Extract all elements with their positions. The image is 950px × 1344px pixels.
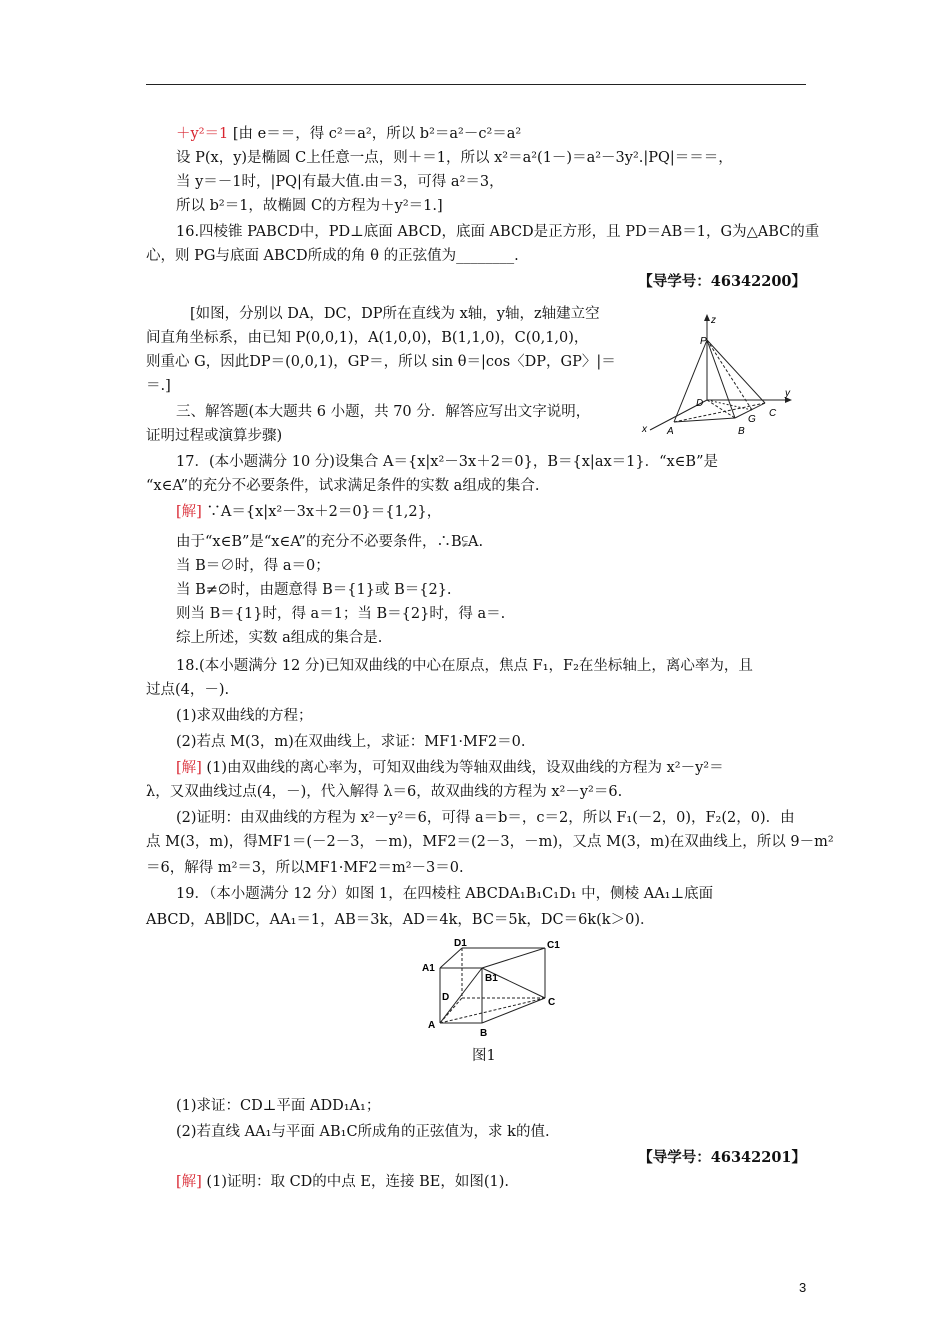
text-segment: “x∈A”的充分不必要条件，试求满足条件的实数 a组成的集合.	[146, 478, 540, 494]
text-segment: 则重心 G，因此DP＝(0,0,1)，GP＝，所以 sin θ＝|cos〈DP，GP〉|＝	[146, 354, 616, 370]
label-a: A	[428, 1020, 436, 1031]
answer-marker: [解]	[176, 760, 202, 776]
text-segment: 证明过程或演算步骤)	[146, 428, 283, 444]
text-line	[146, 832, 834, 852]
page-number: 3	[799, 1280, 807, 1295]
text-segment: ＝.]	[146, 378, 171, 394]
text-line	[176, 556, 330, 576]
label-g: G	[748, 414, 756, 425]
text-segment: 19．（本小题满分 12 分）如图 1，在四棱柱 ABCDA₁B₁C₁D₁ 中，侧棱 AA₁⊥底面	[176, 886, 714, 902]
text-segment: (2)若直线 AA₁与平面 AB₁C所成角的正弦值为，求 k的值.	[176, 1124, 550, 1140]
text-line	[176, 732, 526, 752]
text-line	[146, 476, 539, 496]
text-line	[176, 222, 819, 242]
text-segment: 当 B＝∅时，得 a＝0；	[176, 558, 330, 574]
text-segment: 过点(4，－).	[146, 682, 230, 698]
text-line	[176, 1122, 550, 1142]
label-a: A	[667, 426, 674, 437]
text-line	[176, 452, 718, 472]
text-line	[176, 758, 724, 778]
text-segment: ABCD，AB∥DC，AA₁＝1，AB＝3k，AD＝4k，BC＝5k，DC＝6k(k＞0)．	[146, 912, 655, 928]
text-line	[638, 1148, 806, 1168]
text-segment: [如图，分别以 DA，DC，DP所在直线为 x轴，y轴，z轴建立空	[190, 306, 600, 322]
text-line	[176, 148, 733, 168]
answer-marker: [解]	[176, 504, 202, 520]
label-d: D	[442, 992, 450, 1003]
label-d1: D1	[454, 938, 467, 949]
text-line	[146, 782, 622, 802]
text-segment: ＝6，解得 m²＝3，所以MF1·MF2＝m²－3＝0.	[146, 860, 464, 876]
text-line	[176, 628, 382, 648]
text-segment: 【导学号：46342201】	[638, 1149, 806, 1166]
text-line	[176, 402, 590, 422]
answer-marker: [解]	[176, 1174, 202, 1190]
text-segment: ∵A＝{x|x²－3x＋2＝0}＝{1,2}，	[201, 504, 442, 520]
text-segment: 间直角坐标系，由已知 P(0,0,1)，A(1,0,0)，B(1,1,0)，C(0,1,0)，	[146, 330, 589, 346]
text-segment: 则当 B＝{1}时，得 a＝1；当 B＝{2}时，得 a＝.	[176, 606, 506, 622]
label-c1: C1	[547, 940, 560, 951]
text-segment: (1)由双曲线的离心率为，可知双曲线为等轴双曲线，设双曲线的方程为 x²－y²＝	[201, 760, 724, 776]
label-b1: B1	[485, 973, 498, 984]
text-line	[176, 196, 443, 216]
answer-marker: ＋y²＝1	[176, 126, 229, 142]
text-line	[176, 124, 521, 144]
text-segment: [由 e＝＝，得 c²＝a²，所以 b²＝a²－c²＝a²	[228, 126, 522, 142]
text-line	[176, 1172, 509, 1192]
text-segment: 三、解答题(本大题共 6 小题，共 70 分．解答应写出文字说明，	[176, 404, 591, 420]
text-line	[176, 656, 753, 676]
text-line	[146, 910, 654, 930]
label-z: z	[711, 315, 716, 326]
text-segment: 当 y＝－1时，|PQ|有最大值.由＝3，可得 a²＝3，	[176, 174, 504, 190]
text-line	[146, 352, 616, 372]
text-segment: 当 B≠∅时，由题意得 B＝{1}或 B＝{2}.	[176, 582, 452, 598]
prism-figure	[420, 938, 560, 1038]
text-segment: (2)若点 M(3，m)在双曲线上，求证：MF1·MF2＝0.	[176, 734, 526, 750]
label-b: B	[738, 426, 745, 437]
text-line	[176, 172, 504, 192]
text-line	[176, 808, 795, 828]
text-segment: 所以 b²＝1，故椭圆 C的方程为＋y²＝1.]	[176, 198, 443, 214]
text-segment: 心，则 PG与底面 ABCD所成的角 θ 的正弦值为________.	[146, 248, 519, 264]
text-line	[176, 884, 713, 904]
text-segment: 16.四棱锥 PABCD中，PD⊥底面 ABCD，底面 ABCD是正方形，且 PD＝AB＝1，G为△ABC的重	[176, 224, 820, 240]
text-segment: 18.(本小题满分 12 分)已知双曲线的中心在原点，焦点 F₁，F₂在坐标轴上，离心率为，且	[176, 658, 753, 674]
text-segment: 综上所述，实数 a组成的集合是.	[176, 630, 383, 646]
text-line	[190, 304, 600, 324]
label-c: C	[769, 408, 777, 419]
figure-caption: 图1	[472, 1048, 496, 1064]
text-line	[176, 532, 483, 552]
text-line	[146, 328, 588, 348]
label-c: C	[548, 997, 556, 1008]
text-line	[176, 580, 452, 600]
text-segment: 17．(本小题满分 10 分)设集合 A＝{x|x²－3x＋2＝0}，B＝{x|ax＝1}．“x∈B”是	[176, 454, 718, 470]
text-line	[146, 426, 282, 446]
text-line	[176, 604, 505, 624]
text-segment: 点 M(3，m)，得MF1＝(－2－3，－m)，MF2＝(2－3，－m)，又点 M(3，m)在双曲线上，所以 9－m²	[146, 834, 834, 850]
label-y: y	[785, 388, 790, 399]
label-b: B	[480, 1028, 488, 1038]
text-line	[146, 680, 229, 700]
text-segment: 【导学号：46342200】	[638, 273, 806, 290]
text-line	[638, 272, 806, 292]
text-segment: 设 P(x，y)是椭圆 C上任意一点，则＋＝1，所以 x²＝a²(1－)＝a²－3y².|PQ|＝＝＝，	[176, 150, 733, 166]
text-line	[176, 1096, 380, 1116]
text-segment: (1)求证：CD⊥平面 ADD₁A₁；	[176, 1098, 381, 1114]
text-line	[176, 502, 441, 522]
pyramid-figure	[640, 310, 800, 440]
text-segment: (2)证明：由双曲线的方程为 x²－y²＝6，可得 a＝b＝，c＝2，所以 F₁(－2，0)，F₂(2，0)．由	[176, 810, 795, 826]
text-segment: 由于“x∈B”是“x∈A”的充分不必要条件，∴B⫋A.	[176, 534, 484, 550]
label-d: D	[696, 398, 704, 409]
label-p: P	[700, 336, 707, 347]
text-line	[146, 858, 464, 878]
text-segment: λ，又双曲线过点(4，－)，代入解得 λ＝6，故双曲线的方程为 x²－y²＝6.	[146, 784, 623, 800]
header-rule	[146, 84, 806, 85]
label-a1: A1	[422, 963, 435, 974]
text-segment: (1)求双曲线的方程；	[176, 708, 313, 724]
text-line	[146, 246, 519, 266]
text-segment: (1)证明：取 CD的中点 E，连接 BE，如图(1).	[201, 1174, 509, 1190]
label-x: x	[642, 424, 647, 435]
text-line	[146, 376, 171, 396]
text-line	[176, 706, 313, 726]
